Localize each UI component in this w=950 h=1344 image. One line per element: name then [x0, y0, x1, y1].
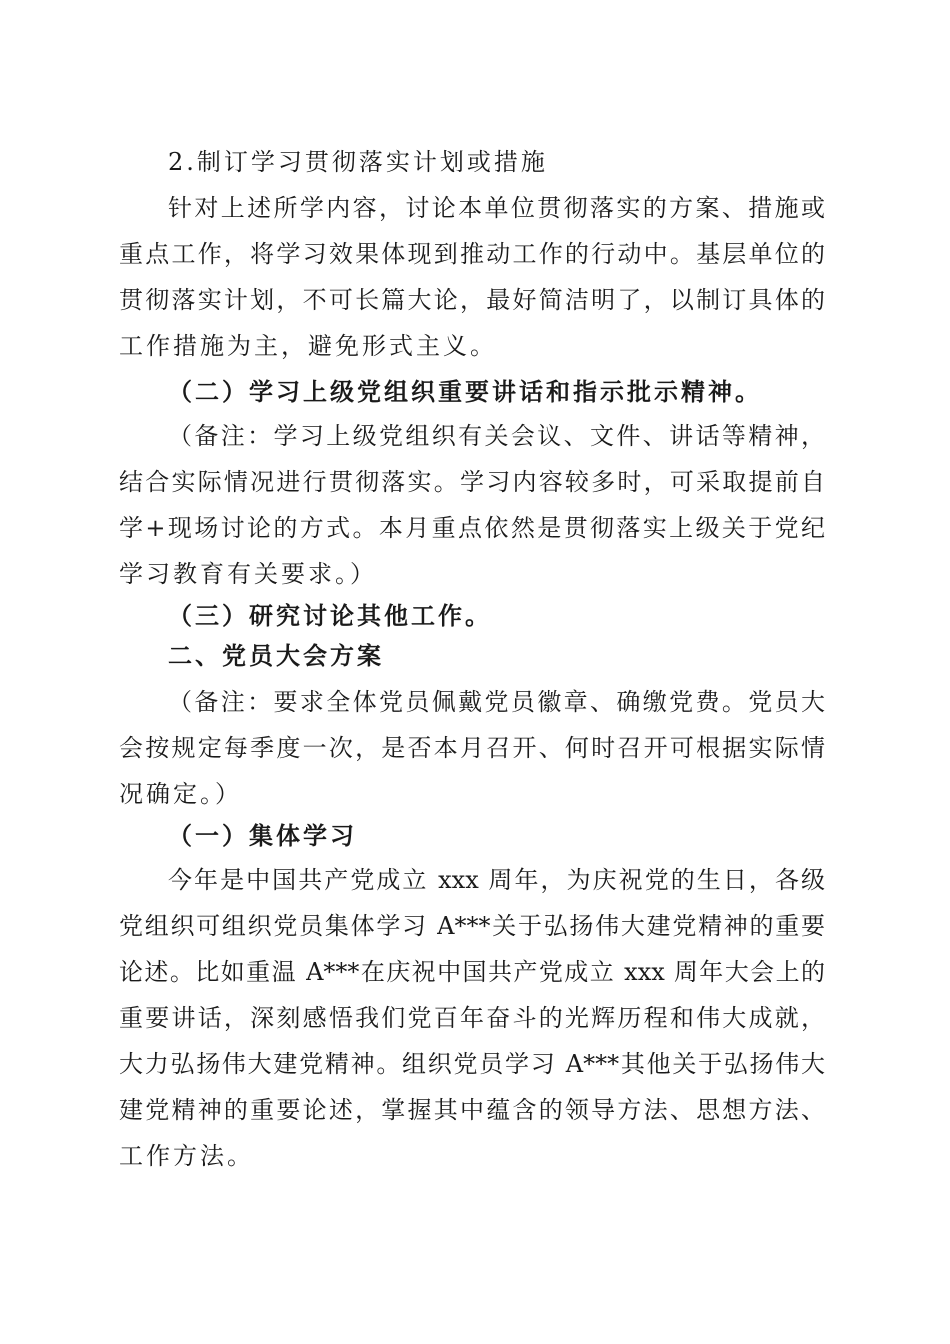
paragraph-line: 贯彻落实计划，不可长篇大论，最好简洁明了，以制订具体的	[119, 286, 825, 314]
note-line: （备注：要求全体党员佩戴党员徽章、确缴党费。党员大	[168, 688, 825, 716]
section-heading-three: （三）研究讨论其他工作。	[168, 601, 492, 630]
paragraph-line: 重点工作，将学习效果体现到推动工作的行动中。基层单位的	[119, 240, 825, 268]
paragraph-line: 党组织可组织党员集体学习 A***关于弘扬伟大建党精神的重要	[119, 912, 825, 940]
note-line: 会按规定每季度一次，是否本月召开、何时召开可根据实际情	[119, 734, 825, 762]
section-heading-two: （二）学习上级党组织重要讲话和指示批示精神。	[168, 377, 762, 406]
chapter-heading-party-congress: 二、党员大会方案	[168, 642, 384, 670]
section-heading-collective-study: （一）集体学习	[168, 821, 357, 850]
note-line: 学习教育有关要求。）	[119, 560, 377, 588]
paragraph-line: 论述。比如重温 A***在庆祝中国共产党成立 xxx 周年大会上的	[119, 958, 825, 986]
paragraph-line: 工作方法。	[119, 1142, 254, 1170]
note-line: 结合实际情况进行贯彻落实。学习内容较多时，可采取提前自	[119, 468, 825, 496]
paragraph-line: 建党精神的重要论述，掌握其中蕴含的领导方法、思想方法、	[119, 1096, 825, 1124]
note-line: 况确定。）	[119, 780, 242, 808]
paragraph-line: 大力弘扬伟大建党精神。组织党员学习 A***其他关于弘扬伟大	[119, 1050, 825, 1078]
paragraph-line: 工作措施为主，避免形式主义。	[119, 332, 497, 360]
paragraph-line: 重要讲话，深刻感悟我们党百年奋斗的光辉历程和伟大成就，	[119, 1004, 825, 1032]
paragraph-line: 针对上述所学内容，讨论本单位贯彻落实的方案、措施或	[168, 194, 825, 222]
note-line: 学+现场讨论的方式。本月重点依然是贯彻落实上级关于党纪	[119, 514, 825, 542]
subheading-make-plan: 2.制订学习贯彻落实计划或措施	[168, 148, 548, 176]
note-line: （备注：学习上级党组织有关会议、文件、讲话等精神，	[168, 422, 825, 450]
paragraph-line: 今年是中国共产党成立 xxx 周年，为庆祝党的生日，各级	[168, 866, 825, 894]
